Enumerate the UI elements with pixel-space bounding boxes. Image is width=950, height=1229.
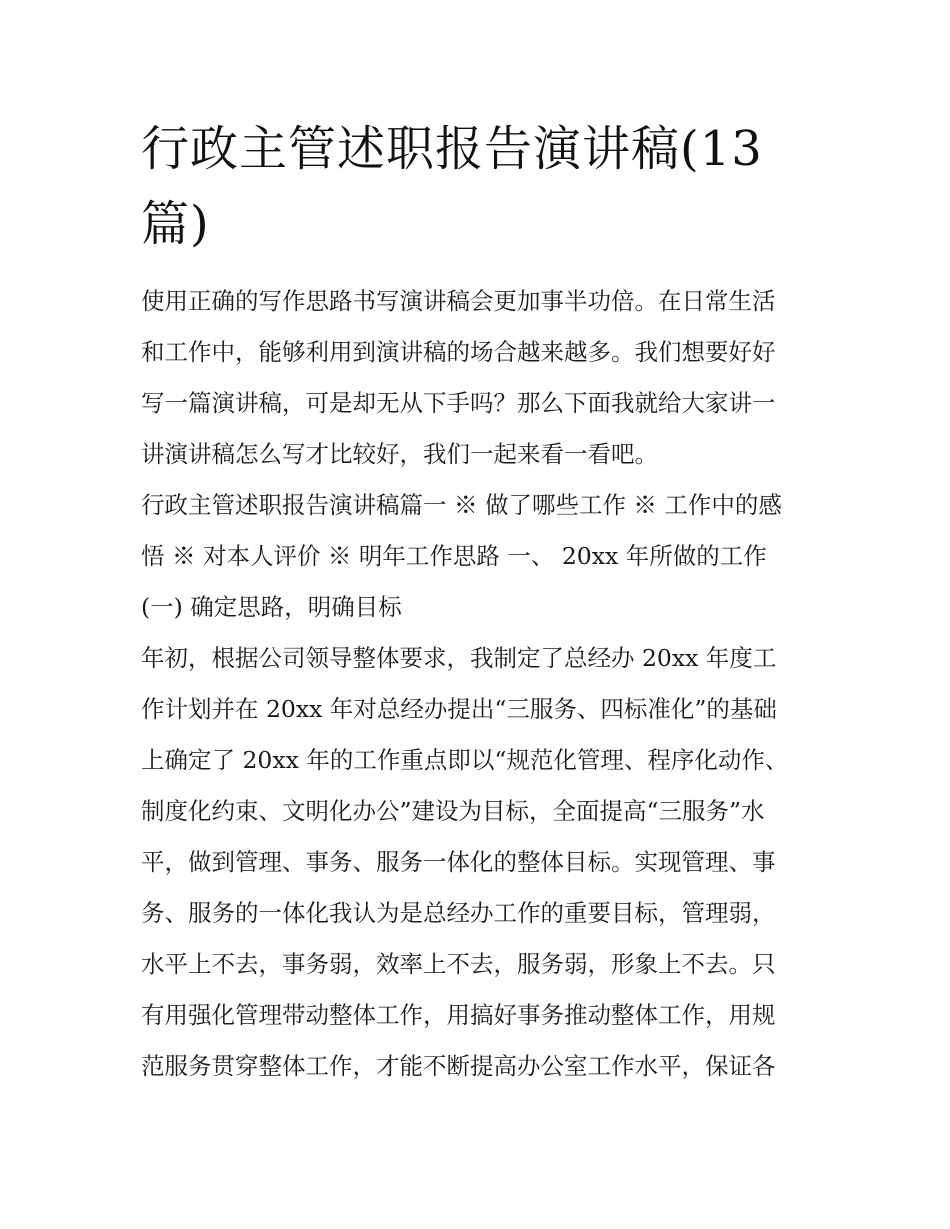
text-line: 水平上不去，事务弱，效率上不去，服务弱，形象上不去。只 xyxy=(141,950,776,978)
text-line: (一) 确定思路，明确目标 xyxy=(141,593,402,621)
text-line: 使用正确的写作思路书写演讲稿会更加事半功倍。在日常生活 xyxy=(141,287,776,315)
title-line: 篇) xyxy=(141,196,210,252)
document-title xyxy=(141,112,821,262)
text-line: 和工作中，能够利用到演讲稿的场合越来越多。我们想要好好 xyxy=(141,338,776,366)
text-line: 上确定了 20xx 年的工作重点即以“规范化管理、程序化动作、 xyxy=(141,746,789,774)
text-line: 年初，根据公司领导整体要求，我制定了总经办 20xx 年度工 xyxy=(141,644,777,672)
text-line: 范服务贯穿整体工作，才能不断提高办公室工作水平，保证各 xyxy=(141,1052,776,1080)
text-line: 有用强化管理带动整体工作，用搞好事务推动整体工作，用规 xyxy=(141,1001,776,1029)
text-line: 务、服务的一体化我认为是总经办工作的重要目标，管理弱， xyxy=(141,899,776,927)
subheading xyxy=(141,582,813,633)
text-line: 悟 ※ 对本人评价 ※ 明年工作思路 一、 20xx 年所做的工作 xyxy=(141,542,767,570)
section-heading-paragraph xyxy=(141,480,813,582)
text-line: 平，做到管理、事务、服务一体化的整体目标。实现管理、事 xyxy=(141,848,776,876)
text-line: 讲演讲稿怎么写才比较好，我们一起来看一看吧。 xyxy=(141,440,658,468)
intro-paragraph xyxy=(141,276,813,480)
text-line: 作计划并在 20xx 年对总经办提出“三服务、四标准化”的基础 xyxy=(141,695,777,723)
text-line: 制度化约束、文明化办公”建设为目标，全面提高“三服务”水 xyxy=(141,797,765,825)
body-paragraph xyxy=(141,633,813,1092)
text-line: 写一篇演讲稿，可是却无从下手吗？那么下面我就给大家讲一 xyxy=(141,389,776,417)
text-line: 行政主管述职报告演讲稿篇一 ※ 做了哪些工作 ※ 工作中的感 xyxy=(141,491,782,519)
title-line: 行政主管述职报告演讲稿(13 xyxy=(141,121,763,177)
